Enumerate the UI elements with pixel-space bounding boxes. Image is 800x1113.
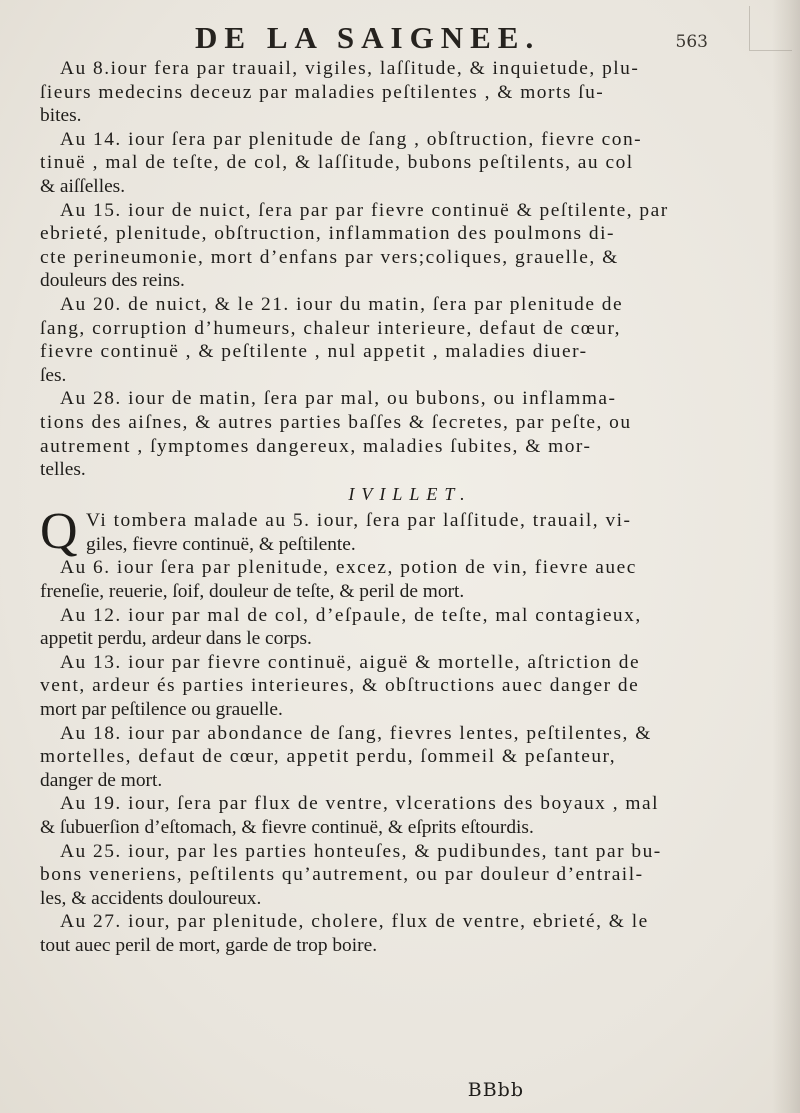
text-line: Au 19. iour, ſera par flux de ventre, vlcerations des boyaux , mal xyxy=(60,793,659,815)
text-line: danger de mort. xyxy=(40,769,163,791)
paragraph xyxy=(40,199,740,293)
text-line: Au 13. iour par fievre continuë, aiguë & mortelle, aſtriction de xyxy=(60,651,641,673)
text-line: appetit perdu, ardeur dans le corps. xyxy=(40,628,312,650)
text-line: ebrieté, plenitude, obſtruction, inflammation des poulmons di- xyxy=(40,223,615,245)
text-line: & aiſſelles. xyxy=(40,175,126,197)
text-line: giles, fievre continuë, & peſtilente. xyxy=(86,533,356,555)
paragraph xyxy=(40,57,740,128)
paragraph xyxy=(40,128,740,199)
text-line: Au 20. de nuict, & le 21. iour du matin, ſera par plenitude de xyxy=(60,293,624,315)
text-line: Au 14. iour ſera par plenitude de ſang , obſtruction, fievre con- xyxy=(60,128,643,150)
body-text xyxy=(40,57,740,958)
text-line: mortelles, defaut de cœur, appetit perdu, ſommeil & peſanteur, xyxy=(40,746,617,768)
text-line: les, & accidents douloureux. xyxy=(40,887,262,909)
text-line: douleurs des reins. xyxy=(40,270,185,292)
text-line: tinuë , mal de teſte, de col, & laſſitude, bubons peſtilents, au col xyxy=(40,152,634,174)
paragraph xyxy=(40,556,740,603)
text-line: fievre continuë , & peſtilente , nul appetit , maladies diuer- xyxy=(40,341,588,363)
text-line: tions des aiſnes, & autres parties baſſes & ſecretes, par peſte, ou xyxy=(40,411,632,433)
text-line: freneſie, reuerie, ſoif, douleur de teſte, & peril de mort. xyxy=(40,581,465,603)
text-line: Vi tombera malade au 5. iour, ſera par laſſitude, trauail, vi- xyxy=(86,510,632,532)
paragraph xyxy=(40,910,740,957)
page-edge-shadow xyxy=(772,0,800,1113)
dropcap-letter: Q xyxy=(40,503,78,561)
page-number: 563 xyxy=(675,32,708,52)
paragraph xyxy=(40,604,740,651)
text-line: ſes. xyxy=(40,364,67,386)
paragraph xyxy=(40,792,740,839)
text-line: mort par peſtilence ou grauelle. xyxy=(40,699,283,721)
page-header xyxy=(40,14,730,58)
paragraph xyxy=(40,293,740,387)
paragraph xyxy=(40,840,740,911)
paragraph xyxy=(40,387,740,481)
text-line: ſang, corruption d’humeurs, chaleur interieure, defaut de cœur, xyxy=(40,317,621,339)
month-heading: IVILLET. xyxy=(348,483,472,504)
paragraph xyxy=(40,651,740,722)
text-line: Au 15. iour de nuict, ſera par par fievre continuë & peſtilente, par xyxy=(60,199,669,221)
paragraphs-bottom xyxy=(40,556,740,957)
paragraph xyxy=(40,722,740,793)
text-line: tout auec peril de mort, garde de trop boire. xyxy=(40,934,378,956)
text-line: Au 6. iour ſera par plenitude, excez, potion de vin, fievre auec xyxy=(60,557,637,579)
signature-mark: BBbb xyxy=(467,1079,524,1101)
text-line: ſieurs medecins deceuz par maladies peſtilentes , & morts ſu- xyxy=(40,81,605,103)
text-line: vent, ardeur és parties interieures, & obſtructions auec danger de xyxy=(40,675,640,697)
dropcap-paragraph xyxy=(40,503,740,561)
text-line: bites. xyxy=(40,105,82,127)
text-line: Au 27. iour, par plenitude, cholere, flux de ventre, ebrieté, & le xyxy=(60,911,649,933)
text-line: telles. xyxy=(40,459,86,481)
text-line: Au 25. iour, par les parties honteuſes, & pudibundes, tant par bu- xyxy=(60,840,662,862)
running-title: DE LA SAIGNEE. xyxy=(195,20,541,55)
text-line: autrement , ſymptomes dangereux, maladies ſubites, & mor- xyxy=(40,435,592,457)
paragraphs-top xyxy=(40,57,740,482)
text-line: Au 8.iour fera par trauail, vigiles, laſſitude, & inquietude, plu- xyxy=(60,58,640,79)
text-line: Au 18. iour par abondance de ſang, fievres lentes, peſtilentes, & xyxy=(60,722,652,744)
text-line: bons veneriens, peſtilents qu’autrement, ou par douleur d’entrail- xyxy=(40,864,644,886)
text-line: & ſubuerſion d’eſtomach, & fievre continuë, & eſprits eſtourdis. xyxy=(40,817,534,838)
text-line: Au 12. iour par mal de col, d’eſpaule, de teſte, mal contagieux, xyxy=(60,604,642,626)
corner-mark xyxy=(749,6,792,51)
text-line: cte perineumonie, mort d’enfans par vers;coliques, grauelle, & xyxy=(40,246,619,268)
text-line: Au 28. iour de matin, ſera par mal, ou bubons, ou inflamma- xyxy=(60,388,617,410)
